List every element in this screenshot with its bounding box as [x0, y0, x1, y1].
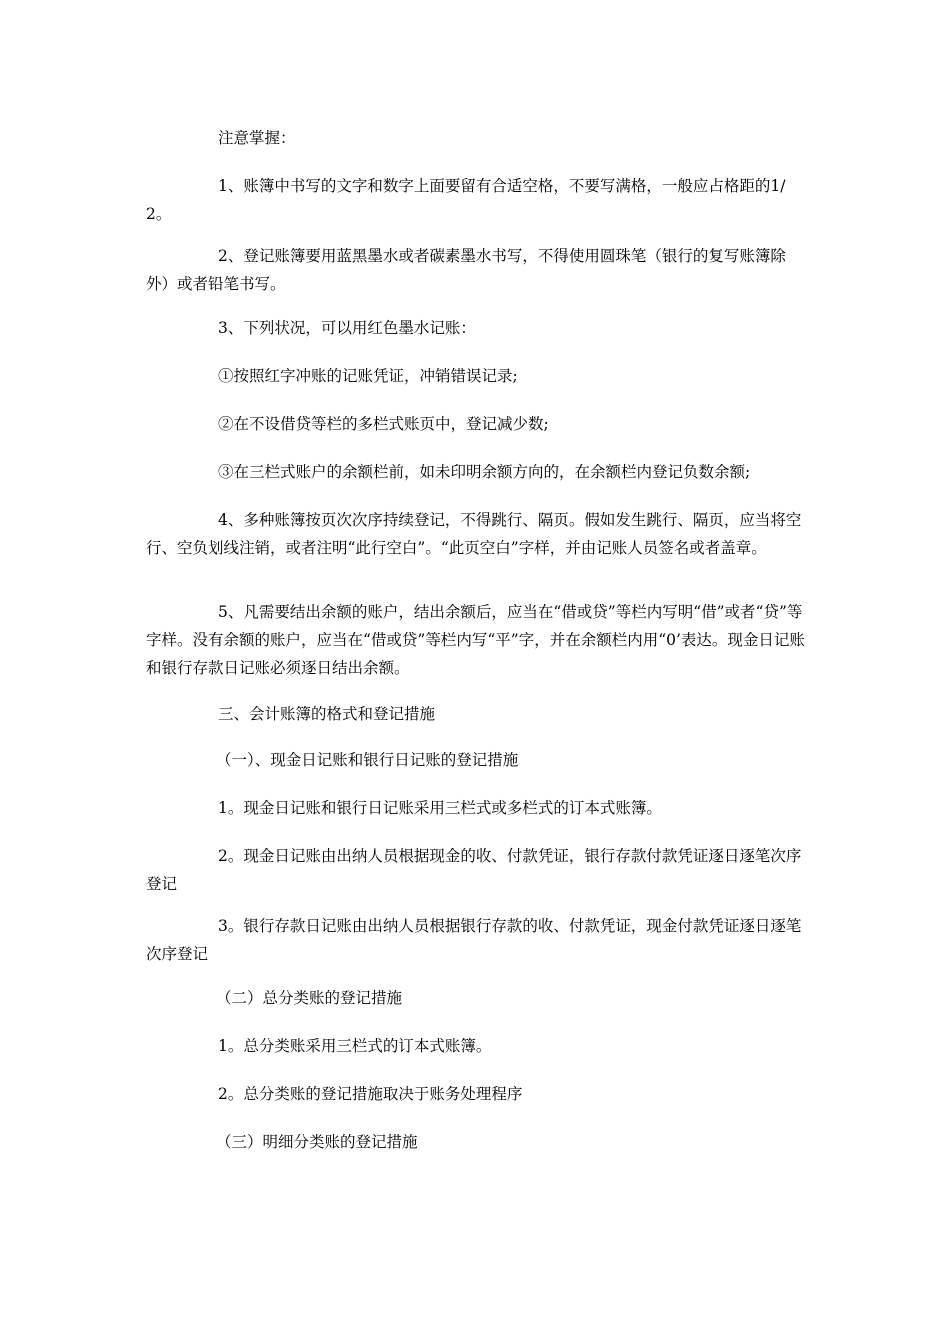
paragraph-subitem-3: ③在三栏式账户的余额栏前，如未印明余额方向的，在余额栏内登记负数余额;	[218, 463, 751, 481]
section-heading-3: 三、会计账簿的格式和登记措施	[218, 705, 436, 723]
paragraph-item-2: 2、登记账簿要用蓝黑墨水或者碳素墨水书写，不得使用圆珠笔（银行的复写账簿除外）或者铅笔书写。	[146, 247, 786, 293]
paragraph-note-heading: 注意掌握：	[218, 129, 296, 147]
paragraph-item-1: 1、账簿中书写的文字和数字上面要留有合适空格，不要写满格，一般应占格距的1/2。	[146, 177, 786, 223]
subsection-heading-1: （一）、现金日记账和银行日记账的登记措施	[216, 751, 519, 769]
subsection-heading-2: （二）总分类账的登记措施	[216, 989, 403, 1007]
paragraph-subitem-1: ①按照红字冲账的记账凭证，冲销错误记录;	[218, 367, 518, 385]
paragraph-subitem-2: ②在不设借贷等栏的多栏式账页中，登记减少数;	[218, 415, 549, 433]
paragraph-item-4: 4、多种账簿按页次次序持续登记，不得跳行、隔页。假如发生跳行、隔页，应当将空行、空负划线注销，或者注明“此行空白”。“此页空白”字样，并由记账人员签名或者盖章。	[146, 511, 802, 557]
paragraph-cash-3: 3。银行存款日记账由出纳人员根据银行存款的收、付款凭证，现金付款凭证逐日逐笔次序登记	[146, 917, 802, 963]
paragraph-cash-1: 1。现金日记账和银行日记账采用三栏式或多栏式的订本式账簿。	[218, 799, 662, 817]
paragraph-cash-2: 2。现金日记账由出纳人员根据现金的收、付款凭证，银行存款付款凭证逐日逐笔次序登记	[146, 847, 802, 893]
paragraph-item-5: 5、凡需要结出余额的账户，结出余额后，应当在“借或贷”等栏内写明“借”或者“贷”等字样。没有余额的账户，应当在“借或贷”等栏内写“平”字，并在余额栏内用“0’表达。现金日记账和银行存款日记账必须逐日结出余额。	[146, 603, 805, 677]
subsection-heading-3: （三）明细分类账的登记措施	[216, 1133, 418, 1151]
paragraph-general-2: 2。总分类账的登记措施取决于账务处理程序	[218, 1085, 523, 1103]
paragraph-item-3: 3、下列状况，可以用红色墨水记账：	[218, 319, 476, 337]
paragraph-general-1: 1。总分类账采用三栏式的订本式账簿。	[218, 1037, 492, 1055]
